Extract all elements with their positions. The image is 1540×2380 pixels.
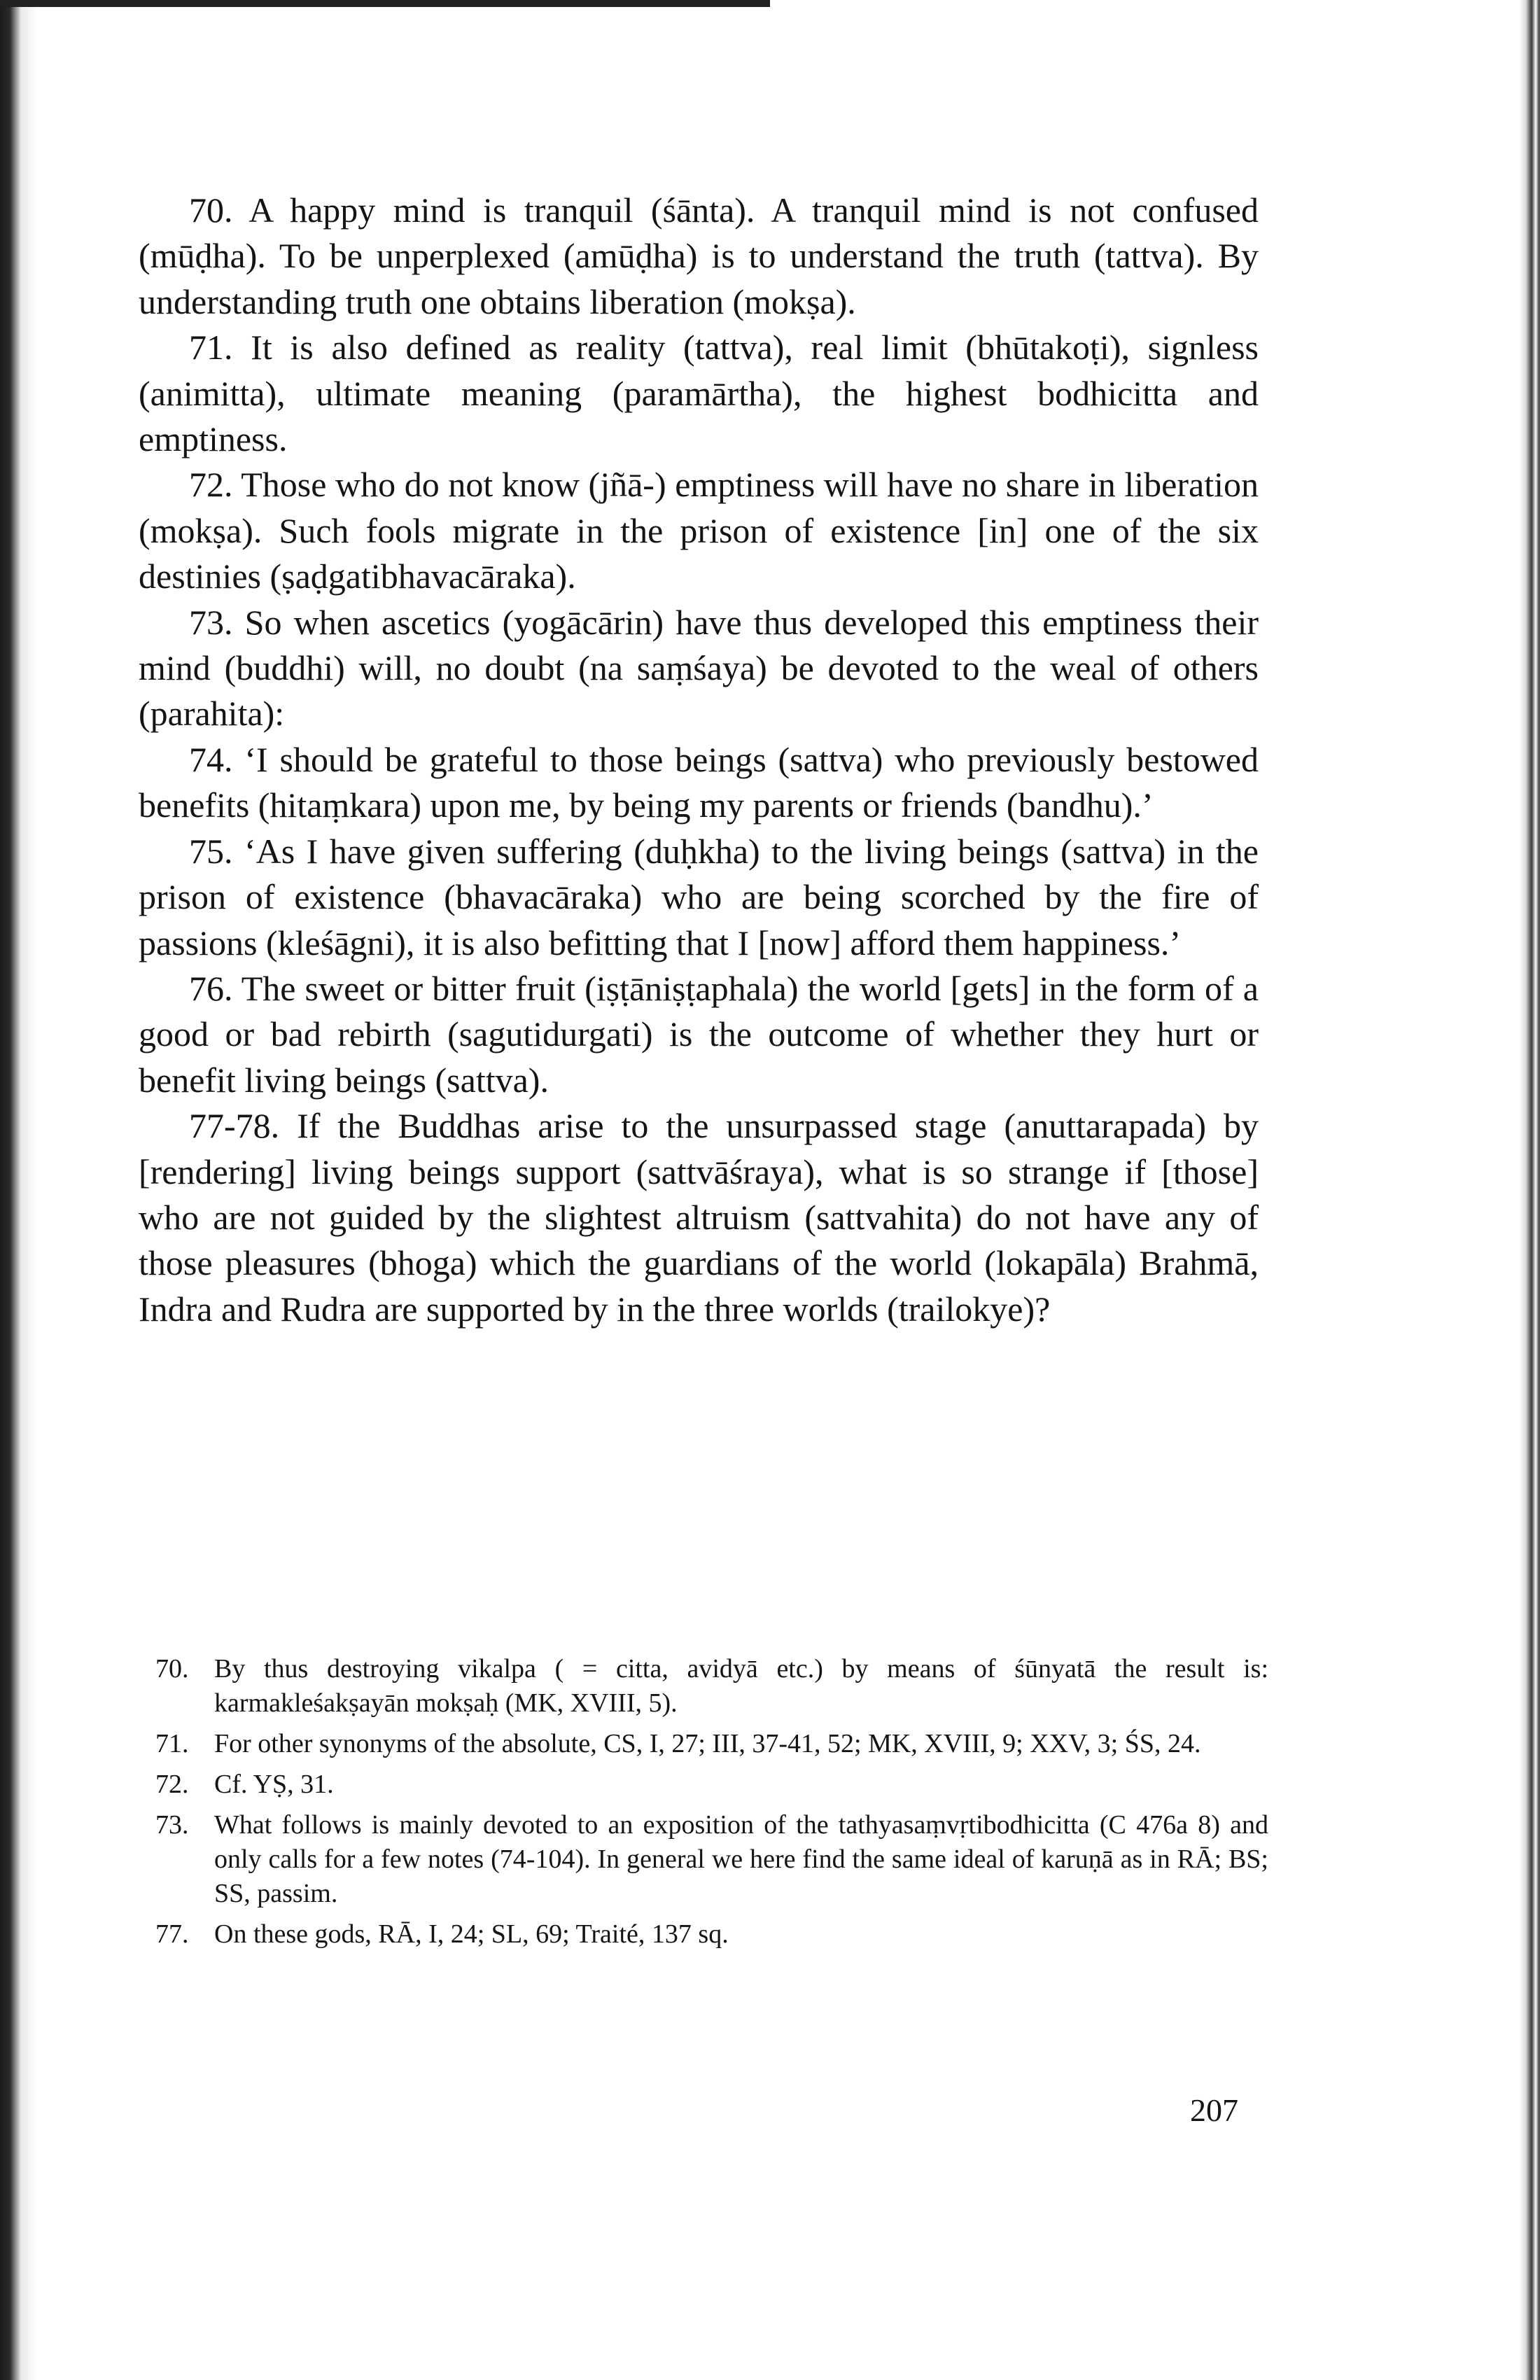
footnote-number: 77.: [155, 1919, 189, 1949]
verse-71: 71. It is also defined as reality (tattva), real limit (bhūtakoṭi), signless (animitta), ultimate meaning (paramārtha), the highest bodhicitta and emptiness.: [139, 328, 1259, 459]
verse-75: 75. ‘As I have given suffering (duḥkha) to the living beings (sattva) in the prison of existence (bhavacāraka) who are being scorched by the fire of passions (kleśāgni), it is also befitting that I [now] afford them happiness.’: [139, 831, 1259, 962]
verse-74: 74. ‘I should be grateful to those beings (sattva) who previously bestowed benefits (hitaṃkara) upon me, by being my parents or friends (bandhu).’: [139, 739, 1259, 825]
footnote: [155, 1727, 1268, 1761]
footnote: [155, 1808, 1268, 1911]
footnotes: [155, 1652, 1268, 1958]
footnote-number: 70.: [155, 1654, 189, 1684]
scan-shadow-right: [1519, 0, 1540, 2380]
body-text: [139, 188, 1259, 1332]
footnote: [155, 1917, 1268, 1952]
page-number: 207: [1190, 2092, 1238, 2128]
footnote: [155, 1652, 1268, 1721]
verse-72: 72. Those who do not know (jñā-) emptiness will have no share in liberation (mokṣa). Such fools migrate in the prison of existence [in] one of the six destinies (ṣaḍgatibhavacāraka).: [139, 465, 1259, 596]
verse-73: 73. So when ascetics (yogācārin) have thus developed this emptiness their mind (buddhi) will, no doubt (na saṃśaya) be devoted to the weal of others (parahita):: [139, 602, 1259, 734]
footnote-text: For other synonyms of the absolute, CS, I, 27; III, 37-41, 52; MK, XVIII, 9; XXV, 3; ŚS, 24.: [214, 1729, 1201, 1758]
footnote-number: 72.: [155, 1770, 189, 1799]
footnote-text: Cf. YṢ, 31.: [214, 1770, 334, 1799]
verse-76: 76. The sweet or bitter fruit (iṣṭāniṣṭaphala) the world [gets] in the form of a good or bad rebirth (sagutidurgati) is the outcome of whether they hurt or benefit living beings (sattva).: [139, 968, 1259, 1100]
scan-shadow-top: [0, 0, 770, 7]
scan-shadow-left: [0, 0, 36, 2380]
footnote-text: By thus destroying vikalpa ( = citta, avidyā etc.) by means of śūnyatā the result is: karmakleśakṣayān mokṣaḥ (MK, XVIII, 5).: [214, 1654, 1268, 1718]
verse-77-78: 77-78. If the Buddhas arise to the unsurpassed stage (anuttarapada) by [rendering] living beings support (sattvāśraya), what is so strange if [those] who are not guided by the slightest altruism (sattvahita) do not have any of those pleasures (bhoga) which the guardians of the world (lokapāla) Brahmā, Indra and Rudra are supported by in the three worlds (trailokye)?: [139, 1106, 1259, 1329]
footnote: [155, 1768, 1268, 1802]
verse-70: 70. A happy mind is tranquil (śānta). A tranquil mind is not confused (mūḍha). To be unperplexed (amūḍha) is to understand the truth (tattva). By understanding truth one obtains liberation (mokṣa).: [139, 190, 1259, 321]
footnote-text: What follows is mainly devoted to an exposition of the tathyasaṃvṛtibodhicitta (C 476a 8) and only calls for a few notes (74-104). In general we here find the same ideal of karuṇā as in RĀ; BS; SS, passim.: [214, 1810, 1268, 1908]
footnote-number: 71.: [155, 1729, 189, 1758]
footnote-text: On these gods, RĀ, I, 24; SL, 69; Traité, 137 sq.: [214, 1919, 729, 1949]
footnote-number: 73.: [155, 1810, 189, 1840]
